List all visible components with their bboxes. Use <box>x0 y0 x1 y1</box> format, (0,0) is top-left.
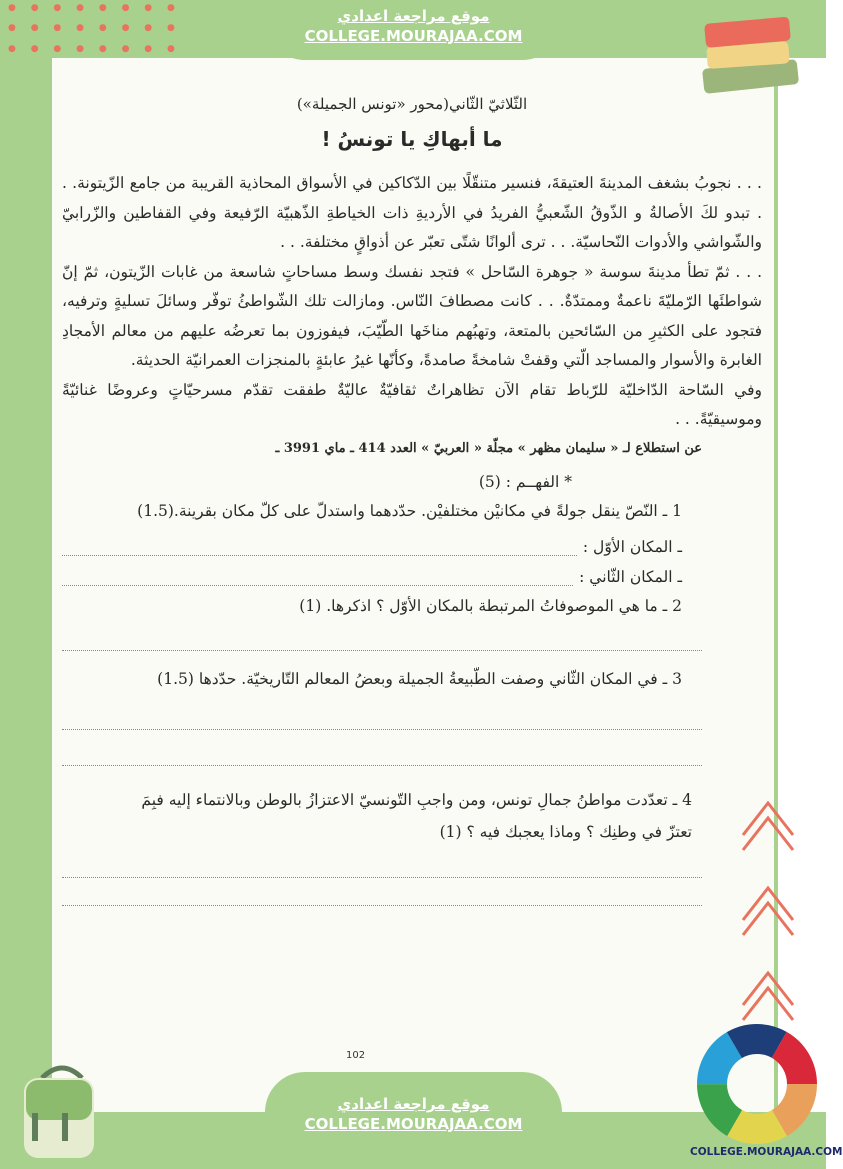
question-3: 3 ـ في المكان الثّاني وصفت الطّبيعةُ الجميلة وبعضُ المعالم التّاريخيّة. حدّدها (1.5) <box>157 669 682 688</box>
decorative-dots: ● ● ● ● ● ● ● ● <box>8 3 181 13</box>
answer-line[interactable] <box>62 744 702 766</box>
site-name: موقع مراجعة اعدادي <box>337 1095 490 1113</box>
answer-label: ـ المكان الثّاني : <box>579 567 682 586</box>
frame-right-line <box>774 58 778 1112</box>
question-2: 2 ـ ما هي الموصوفاتُ المرتبطة بالمكان الأوّل ؟ اذكرها. (1) <box>299 596 682 615</box>
text-title: ما أبهاكِ يا تونسُ ! <box>321 127 503 151</box>
chevron-up-icon <box>738 880 798 940</box>
unit-subtitle: الثّلاثيّ الثّاني(محور «تونس الجميلة») <box>296 95 528 113</box>
paragraph: وفي السّاحة الدّاخليّة للرّباط تقام الآن تظاهراتٌ ثقافيّةٌ عاليّةٌ طفقت تقدّم مسرحيّاتٍ وعروضًا غنائيّةً وموسيقيّةً. . . <box>62 380 762 428</box>
question-1: 1 ـ النّصّ ينقل جولةً في مكانيْن مختلفيْن. حدّدهما واستدلّ على كلّ مكان بقرينة.(1.5) <box>137 501 682 520</box>
paragraph: . . . ثمّ تطأ مدينةَ سوسة « جوهرة السّاحل » فتجد نفسك وسط مساحاتٍ شاسعة من غابات الزّيتون، ثمّ إنّ شواطئَها الرّمليّةَ ناعمةٌ وممتدّةٌ. . . كانت مصطافَ النّاس. ومازالت تلك الشّواطئُ توفّر وسائلَ تسليةٍ وترفيه، فتجود على الكثيرِ من السّائحين بالمتعة، وتهبُهم مناخَها الطّيّبَ، فيفوزون بما تعرضُه عليهم من معالم الأمجادِ الغابرة والأسوار والمساجد الّتي وقفتْ شامخةً صامدةً، وكأنّها غيرُ عابئةٍ بالمنجزات العمرانيّة الحديثة. <box>62 262 762 369</box>
chevron-up-icon <box>738 965 798 1025</box>
decorative-dots: ● ● ● ● ● ● ● ● <box>8 44 181 54</box>
site-banner-top[interactable] <box>265 0 562 60</box>
decorative-dots: ● ● ● ● ● ● ● ● <box>8 23 181 33</box>
site-url[interactable]: COLLEGE.MOURAJAA.COM <box>304 27 523 45</box>
brand-url[interactable]: COLLEGE.MOURAJAA.COM <box>690 1146 843 1158</box>
answer-label: ـ المكان الأوّل : <box>582 537 682 556</box>
answer-line[interactable] <box>62 708 702 730</box>
site-banner-bottom[interactable] <box>265 1072 562 1169</box>
backpack-icon <box>12 1058 112 1163</box>
answer-place2[interactable] <box>62 556 762 586</box>
page-number: 102 <box>346 1050 366 1061</box>
source-citation: عن استطلاع لـ « سليمان مظهر » مجلّة « العربيّ » العدد 414 ـ ماي 3991 ـ <box>275 440 702 456</box>
books-icon <box>695 12 805 92</box>
site-name: موقع مراجعة اعدادي <box>337 7 490 25</box>
document-body <box>62 95 762 912</box>
answer-line[interactable] <box>62 856 702 878</box>
answer-line[interactable] <box>62 538 577 556</box>
question-4: 4 ـ تعدّدت مواطنُ جمالِ تونس، ومن واجبِ التّونسيّ الاعتزازُ بالوطن وبالانتماء إليه فبِمَ تعتزّ في وطنِك ؟ وماذا يعجبك فيه ؟ (1) <box>141 790 692 841</box>
chevron-up-icon <box>738 795 798 855</box>
section-heading: * الفهــم : (5) <box>478 472 572 491</box>
answer-line[interactable] <box>62 568 573 586</box>
school-subjects-wheel-icon <box>695 1022 820 1147</box>
answer-place1[interactable] <box>62 526 762 556</box>
site-url[interactable]: COLLEGE.MOURAJAA.COM <box>304 1115 523 1133</box>
answer-line[interactable] <box>62 629 702 651</box>
answer-line[interactable] <box>62 884 702 906</box>
frame-left <box>0 0 52 1169</box>
paragraph: . . . نجوبُ بشغف المدينةَ العتيقةَ، فنسير متنقّلًا بين الدّكاكين في الأسواق المحاذية القريبة من جامع الزّيتونة. . . تبدو لكَ الأصالةُ و الذّوقُ الشّعبيُّ الفريدُ في الأرديةِ ذات الخياطةِ الذّهبيّة الرّفيعة وفي القفاطين والزّرابيّ والشّواشي والأدوات النّحاسيّة. . . ترى ألوانًا شتّى تعبّر عن أذواقٍ مختلفة. . . <box>62 174 762 251</box>
